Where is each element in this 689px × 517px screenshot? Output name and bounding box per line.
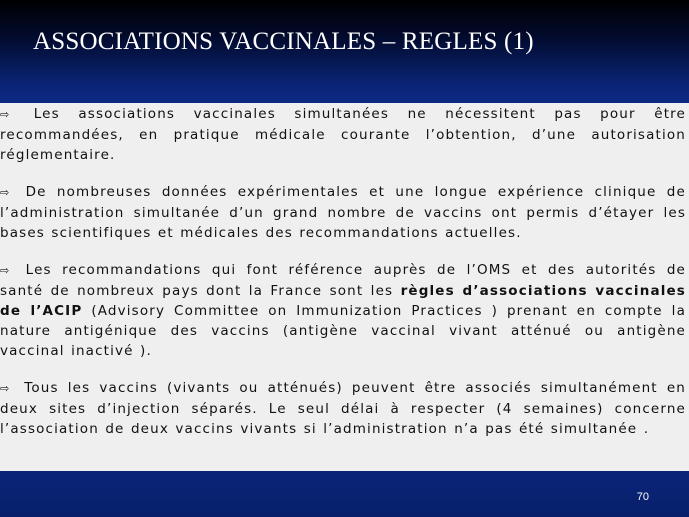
- arrow-bullet-icon: ⇨: [0, 108, 10, 121]
- arrow-bullet-icon: ⇨: [0, 186, 10, 199]
- bullet-paragraph-4: [0, 378, 686, 439]
- acip-rules-emphasis: règles d’associations vaccinales de l’ACIP: [0, 283, 686, 319]
- slide-title: ASSOCIATIONS VACCINALES – REGLES (1): [33, 28, 534, 55]
- paragraph-1-text: Les associations vaccinales simultanées ne nécessitent pas pour être recommandées, en pratique médicale courante l’obtention, d’une autorisation réglementaire.: [0, 106, 686, 163]
- arrow-bullet-icon: ⇨: [0, 382, 10, 395]
- bullet-paragraph-1: [0, 104, 686, 165]
- paragraph-4-text: Tous les vaccins (vivants ou atténués) peuvent être associés simultanément en deux sites d’injection séparés. Le seul délai à respecter (4 semaines) concerne l’association de deux vaccins vivants si l’administration n’a pas été simultanée .: [0, 380, 686, 437]
- paragraph-3-text-after: (Advisory Committee on Immunization Practices ) prenant en compte la nature antigénique des vaccins (antigène vaccinal vivant atténué ou antigène vaccinal inactivé ).: [0, 303, 686, 359]
- slide-header: [0, 0, 689, 103]
- bullet-paragraph-3: [0, 260, 686, 361]
- page-number: 70: [636, 491, 649, 503]
- slide-content: [0, 103, 689, 471]
- slide-footer: [0, 471, 689, 517]
- paragraph-2-text: De nombreuses données expérimentales et une longue expérience clinique de l’administration simultanée d’un grand nombre de vaccins ont permis d’étayer les bases scientifiques et médicales des recommandations actuelles.: [0, 184, 686, 241]
- paragraph-3-text-before: Les recommandations qui font référence auprès de l’OMS et des autorités de santé de nombreux pays dont la France sont les: [0, 262, 686, 299]
- arrow-bullet-icon: ⇨: [0, 264, 10, 277]
- bullet-paragraph-2: [0, 182, 686, 243]
